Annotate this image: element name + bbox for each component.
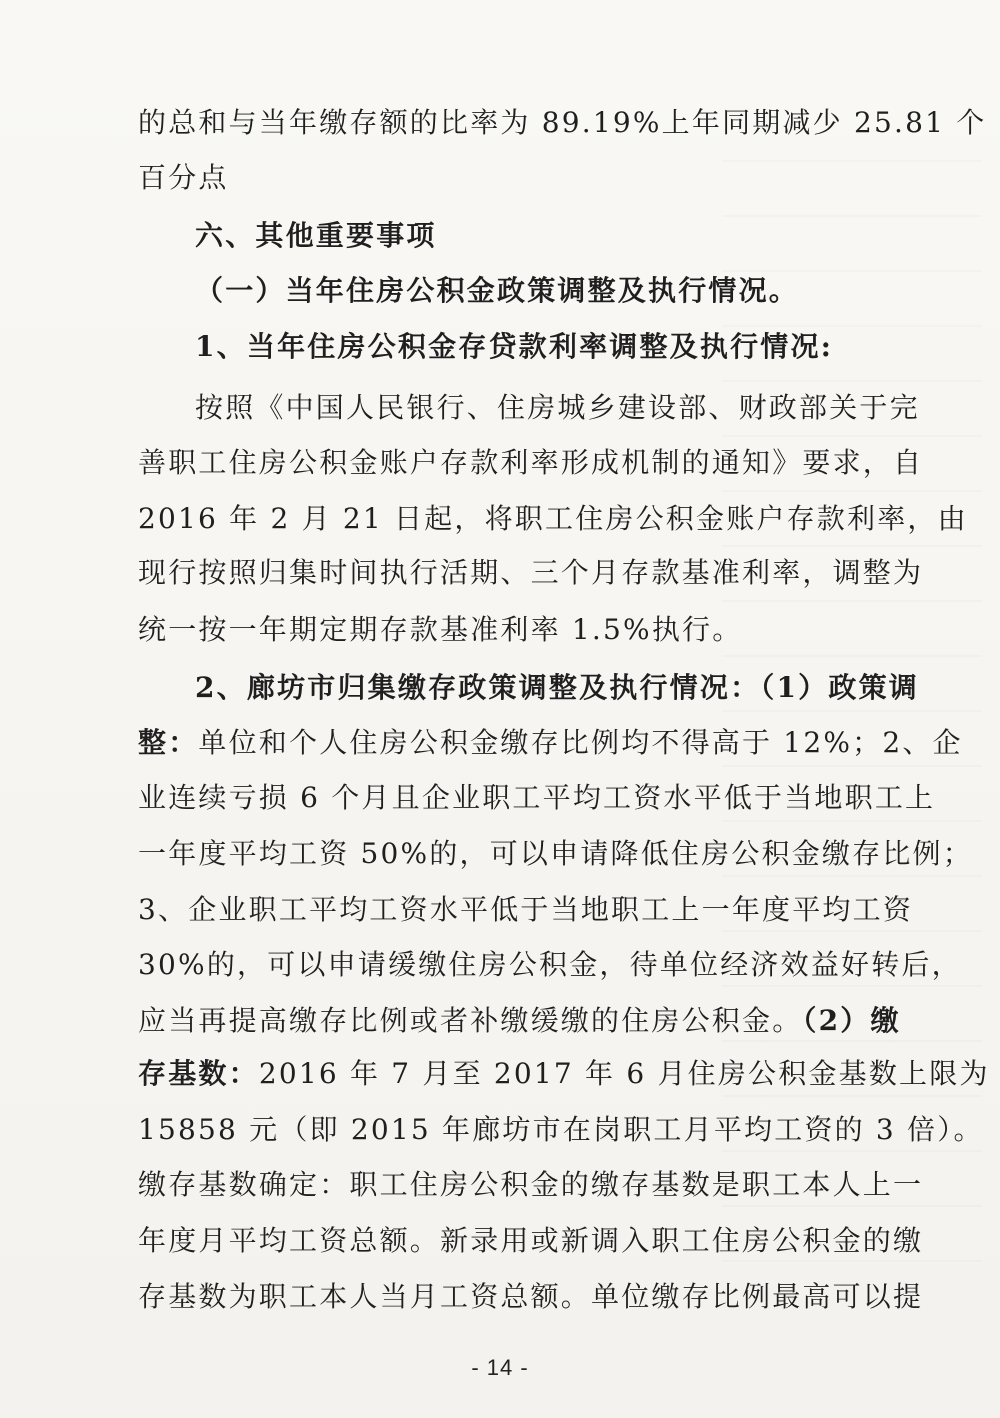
text-line-21: 年度月平均工资总额。新录用或新调入职工住房公积金的缴	[138, 1224, 924, 1257]
policy-adjustment-text: 单位和个人住房公积金缴存比例均不得高于 12%；2、企	[198, 726, 963, 759]
subsection-heading: （一）当年住房公积金政策调整及执行情况。	[195, 274, 800, 307]
text-line-7: 善职工住房公积金账户存款利率形成机制的通知》要求，自	[138, 446, 924, 479]
contribution-base-label-part2: 存基数：	[138, 1057, 259, 1090]
text-line-2: 百分点	[138, 161, 229, 194]
subheading-1: 1、当年住房公积金存贷款利率调整及执行情况:	[195, 330, 834, 363]
text-line-6: 按照《中国人民银行、住房城乡建设部、财政部关于完	[195, 391, 920, 424]
contribution-base-text: 2016 年 7 月至 2017 年 6 月住房公积金基数上限为	[258, 1057, 990, 1090]
policy-adjustment-label: 整：	[138, 726, 199, 759]
make-up-contribution-text: 应当再提高缴存比例或者补缴缓缴的住房公积金。	[138, 1004, 803, 1037]
text-line-22: 存基数为职工本人当月工资总额。单位缴存比例最高可以提	[138, 1280, 924, 1313]
text-line-20: 缴存基数确定：职工住房公积金的缴存基数是职工本人上一	[138, 1168, 924, 1201]
text-line-12	[138, 724, 963, 762]
text-line-16: 30%的，可以申请缓缴住房公积金，待单位经济效益好转后，	[138, 948, 962, 981]
page-number: - 14 -	[471, 1355, 529, 1380]
section-heading: 六、其他重要事项	[195, 219, 437, 252]
text-line-17	[138, 1002, 901, 1040]
text-line-15: 3、企业职工平均工资水平低于当地职工上一年度平均工资	[138, 893, 914, 926]
text-line-10: 统一按一年期定期存款基准利率 1.5%执行。	[138, 613, 743, 646]
contribution-base-label-part1: （2）缴	[802, 1004, 901, 1037]
text-line-19: 15858 元（即 2015 年廊坊市在岗职工月平均工资的 3 倍）。	[138, 1113, 984, 1146]
text-line-8: 2016 年 2 月 21 日起，将职工住房公积金账户存款利率，由	[138, 502, 968, 535]
text-line-1: 的总和与当年缴存额的比率为 89.19%上年同期减少 25.81 个	[138, 106, 987, 139]
text-line-9: 现行按照归集时间执行活期、三个月存款基准利率，调整为	[138, 556, 924, 589]
text-line-18	[138, 1055, 990, 1093]
text-line-14: 一年度平均工资 50%的，可以申请降低住房公积金缴存比例；	[138, 837, 973, 870]
text-line-13: 业连续亏损 6 个月且企业职工平均工资水平低于当地职工上	[138, 781, 936, 814]
subheading-2: 2、廊坊市归集缴存政策调整及执行情况：（1）政策调	[195, 671, 919, 704]
